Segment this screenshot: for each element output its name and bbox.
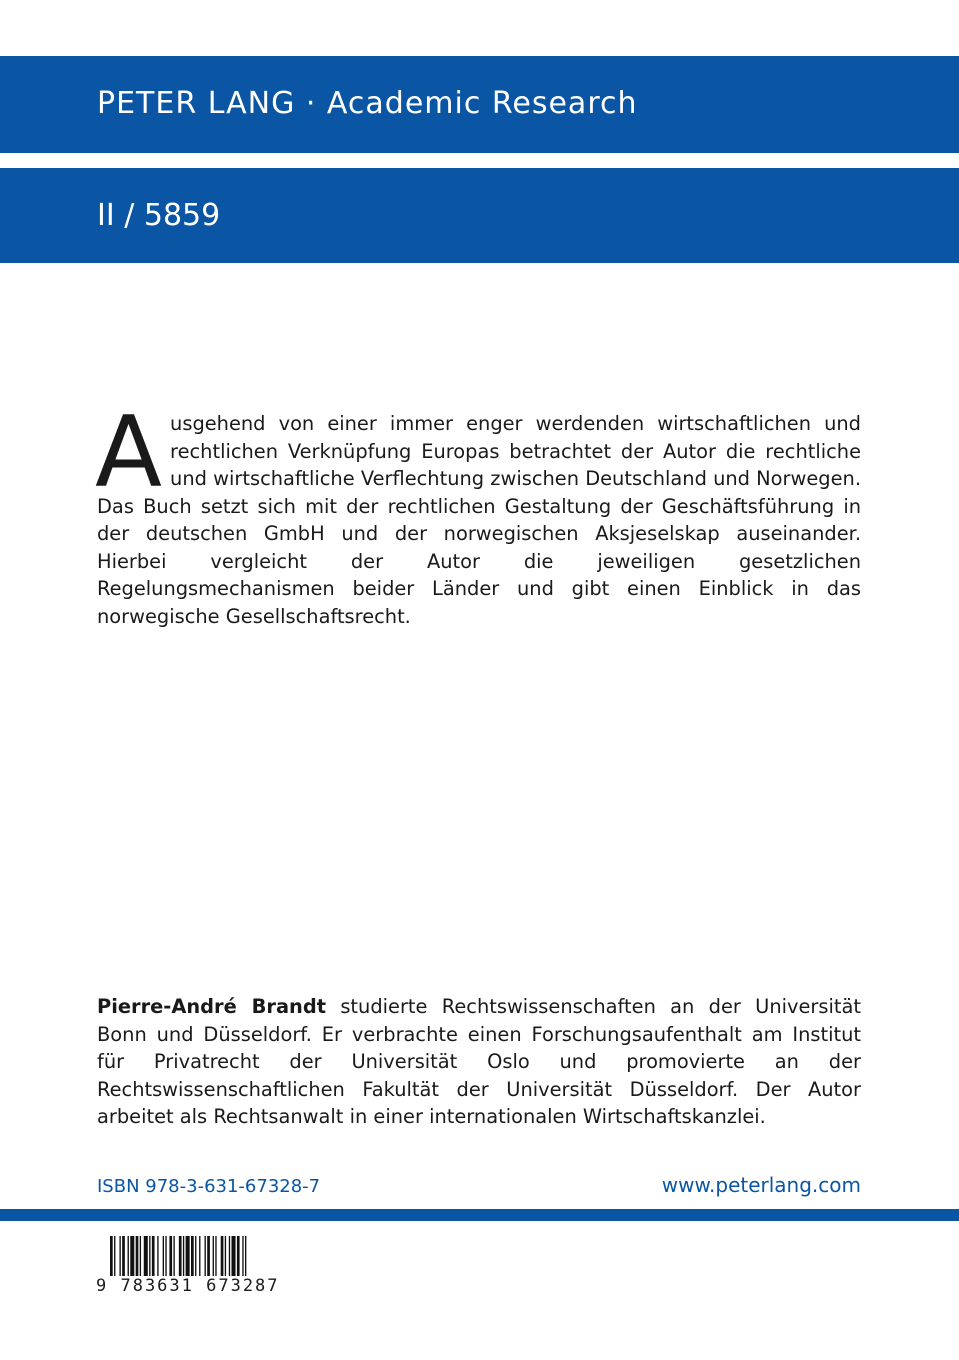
series-number: II / 5859 — [97, 198, 221, 233]
drop-cap: A — [95, 396, 163, 510]
website-link[interactable]: www.peterlang.com — [661, 1173, 861, 1197]
barcode-bar — [144, 1236, 148, 1276]
barcode-bar — [242, 1236, 243, 1276]
header-band — [0, 56, 959, 153]
series-band — [0, 168, 959, 263]
barcode-bar — [163, 1236, 164, 1276]
barcode-bar — [199, 1236, 200, 1276]
barcode-bar — [237, 1236, 240, 1276]
barcode-bar — [149, 1236, 150, 1276]
footer-rule — [0, 1209, 959, 1221]
barcode-bar — [152, 1236, 155, 1276]
barcode-bar — [140, 1236, 141, 1276]
barcode-bar — [114, 1236, 115, 1276]
isbn-label: ISBN 978-3-631-67328-7 — [97, 1176, 321, 1197]
publisher-title: PETER LANG · Academic Research — [97, 86, 638, 121]
barcode-bar — [205, 1236, 206, 1276]
bio-text: studierte Rechtswissenschaften an der Universität Bonn und Düsseldorf. Er verbrachte einen Forschungsaufenthalt am Institut für Privatrecht der Universität Oslo und promovierte an der Rechtswissenschaftlichen Fakultät der Universität Düsseldorf. Der Autor arbeitet als Rechtsanwalt in einer internationalen Wirtschaftskanzlei. — [97, 995, 861, 1128]
barcode-bar — [169, 1236, 172, 1276]
barcode-bar — [221, 1236, 224, 1276]
barcode-bar — [119, 1236, 120, 1276]
barcode-bar — [186, 1236, 190, 1276]
barcode-bar — [179, 1236, 182, 1276]
barcode-bar — [128, 1236, 129, 1276]
barcode-bar — [165, 1236, 166, 1276]
barcode-icon — [96, 1236, 292, 1276]
barcode-bar — [110, 1236, 113, 1276]
barcode-bar — [130, 1236, 134, 1276]
barcode-bar — [183, 1236, 184, 1276]
barcode-bar — [173, 1236, 174, 1276]
barcode-bar — [122, 1236, 125, 1276]
barcode-bar — [213, 1236, 214, 1276]
barcode-bar — [157, 1236, 158, 1276]
barcode-bar — [136, 1236, 139, 1276]
blurb-text: usgehend von einer immer enger werdenden wirtschaftlichen und rechtlichen Verknüpfung Europas betrachtet der Autor die rechtliche und wirtschaftliche Verflechtung zwischen Deutschland und Norwegen. Das Buch setzt sich mit der rechtlichen Gestaltung der Geschäftsführung in der deutschen GmbH und der norwegischen Aksjeselskap auseinander. Hierbei vergleicht der Autor die jeweiligen gesetzlichen Regelungsmechanismen beider Länder und gibt einen Einblick in das norwegische Gesellschaftsrecht. — [97, 412, 861, 628]
author-name: Pierre-André Brandt — [97, 995, 327, 1018]
barcode-digits: 9 783631 673287 — [96, 1276, 280, 1296]
barcode-bar — [207, 1236, 210, 1276]
barcode-bar — [195, 1236, 196, 1276]
barcode-bar — [229, 1236, 230, 1276]
barcode-bar — [225, 1236, 226, 1276]
barcode-bar — [232, 1236, 236, 1276]
barcode-bar — [215, 1236, 216, 1276]
barcode-bar — [245, 1236, 246, 1276]
author-bio — [97, 993, 861, 1131]
barcode-bar — [191, 1236, 194, 1276]
book-blurb — [95, 396, 861, 630]
